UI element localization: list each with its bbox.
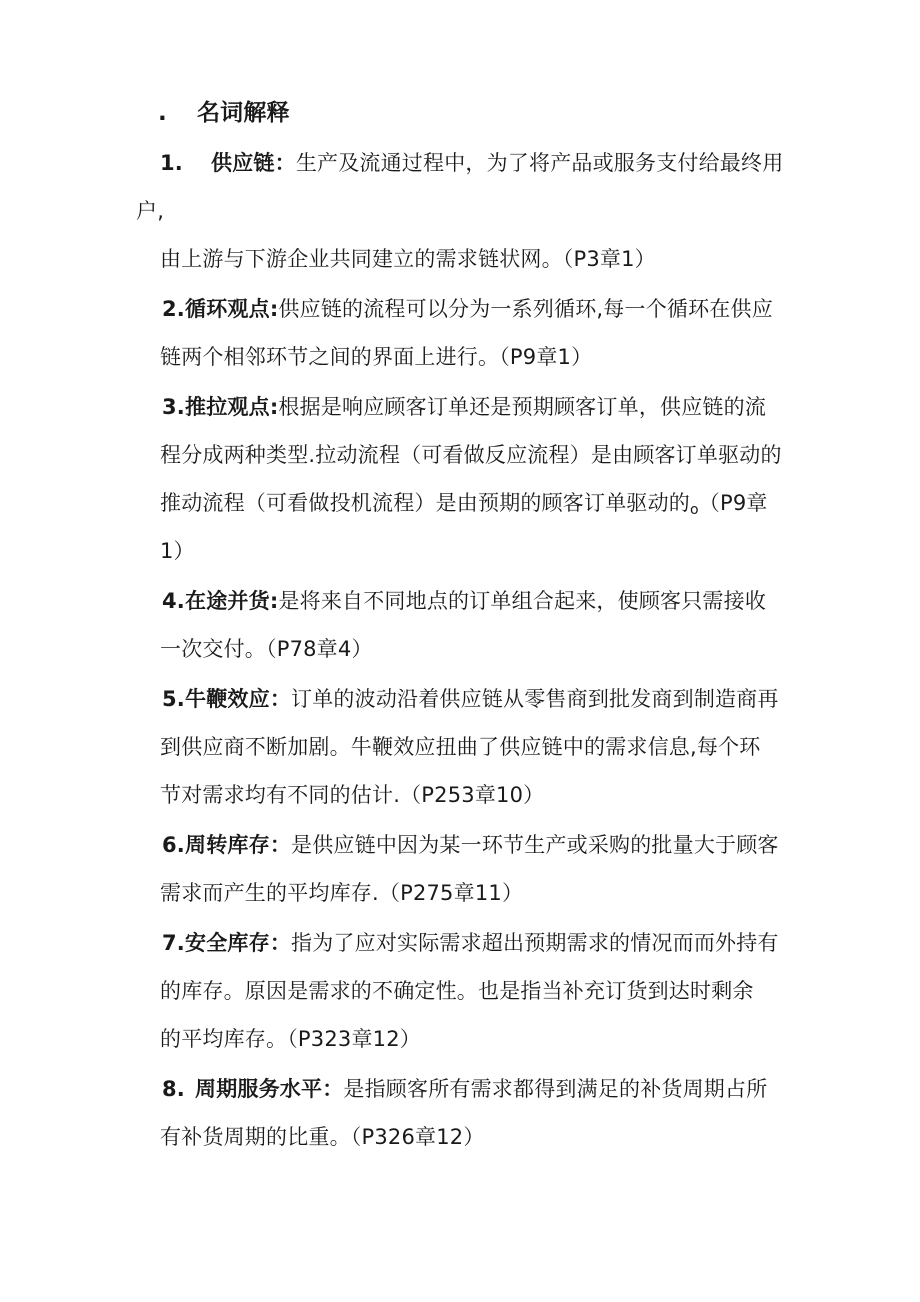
definition-line: 链两个相邻环节之间的界面上进行。（P9章1） bbox=[160, 345, 593, 369]
definition-line: 到供应商不断加剧。牛鞭效应扭曲了供应链中的需求信息,每个环 bbox=[160, 735, 761, 759]
item-number: 8. bbox=[162, 1077, 185, 1101]
definition-line: 需求而产生的平均库存.（P275章11） bbox=[160, 881, 524, 905]
item-number: 4. bbox=[162, 589, 185, 613]
definition-line: 户, bbox=[136, 199, 165, 223]
term-label: 周期服务水平 bbox=[195, 1077, 323, 1101]
term-item-5: 5.牛鞭效应：订单的波动沿着供应链从零售商到批发商到制造商再 bbox=[162, 687, 779, 711]
term-item-4: 4.在途并货:是将来自不同地点的订单组合起来，使顾客只需接收 bbox=[162, 589, 767, 613]
definition-line: 的平均库存。（P323章12） bbox=[160, 1027, 421, 1051]
term-item-8: 8. 周期服务水平：是指顾客所有需求都得到满足的补货周期占所 bbox=[162, 1077, 768, 1101]
definition-text: 是指顾客所有需求都得到满足的补货周期占所 bbox=[343, 1077, 768, 1101]
item-number: 5. bbox=[162, 687, 185, 711]
term-item-6: 6.周转库存：是供应链中因为某一环节生产或采购的批量大于顾客 bbox=[162, 833, 779, 857]
definition-line: 一次交付。（P78章4） bbox=[160, 637, 373, 661]
term-item-7: 7.安全库存：指为了应对实际需求超出预期需求的情况而而外持有 bbox=[162, 931, 779, 955]
item-number: 2. bbox=[162, 297, 185, 321]
stray-subscript: o bbox=[690, 502, 699, 518]
term-item-3: 3.推拉观点:根据是响应顾客订单还是预期顾客订单，供应链的流 bbox=[162, 395, 767, 419]
term-label: 在途并货 bbox=[185, 589, 270, 613]
term-label: 安全库存 bbox=[185, 931, 270, 955]
definition-line: 有补货周期的比重。（P326章12） bbox=[160, 1125, 485, 1149]
item-number: 1. bbox=[160, 151, 183, 175]
item-number: 3. bbox=[162, 395, 185, 419]
definition-text: 供应链的流程可以分为一系列循环,每一个循环在供应 bbox=[278, 297, 773, 321]
term-label: 循环观点 bbox=[185, 297, 270, 321]
definition-line: 推动流程（可看做投机流程）是由预期的顾客订单驱动的$_o$（P9章 bbox=[160, 491, 768, 518]
definition-line: 程分成两种类型.拉动流程（可看做反应流程）是由顾客订单驱动的 bbox=[160, 443, 782, 467]
term-label: 牛鞭效应 bbox=[185, 687, 270, 711]
term-label: 推拉观点 bbox=[185, 395, 270, 419]
term-label: 周转库存 bbox=[185, 833, 270, 857]
definition-text: 订单的波动沿着供应链从零售商到批发商到制造商再 bbox=[291, 687, 779, 711]
definition-text: 是将来自不同地点的订单组合起来，使顾客只需接收 bbox=[278, 589, 767, 613]
term-item-2: 2.循环观点:供应链的流程可以分为一系列循环,每一个循环在供应 bbox=[162, 297, 773, 321]
definition-line: 的库存。原因是需求的不确定性。也是指当补充订货到达时剩余 bbox=[160, 979, 754, 1003]
term-label: 供应链 bbox=[211, 151, 275, 175]
definition-line: 1） bbox=[160, 539, 195, 563]
definition-text: 根据是响应顾客订单还是预期顾客订单，供应链的流 bbox=[278, 395, 767, 419]
item-number: 7. bbox=[162, 931, 185, 955]
section-bullet: . bbox=[158, 100, 167, 126]
definition-line: 节对需求均有不同的估计.（P253章10） bbox=[160, 783, 545, 807]
item-number: 6. bbox=[162, 833, 185, 857]
definition-text: 是供应链中因为某一环节生产或采购的批量大于顾客 bbox=[291, 833, 779, 857]
section-heading bbox=[158, 98, 290, 128]
definition-text: 指为了应对实际需求超出预期需求的情况而而外持有 bbox=[291, 931, 779, 955]
term-item-1: 1. 供应链：生产及流通过程中，为了将产品或服务支付给最终用 bbox=[160, 151, 784, 175]
definition-line: 由上游与下游企业共同建立的需求链状网。（P3章1） bbox=[160, 247, 656, 271]
definition-text: 生产及流通过程中，为了将产品或服务支付给最终用 bbox=[295, 151, 784, 175]
section-title: 名词解释 bbox=[196, 100, 290, 126]
